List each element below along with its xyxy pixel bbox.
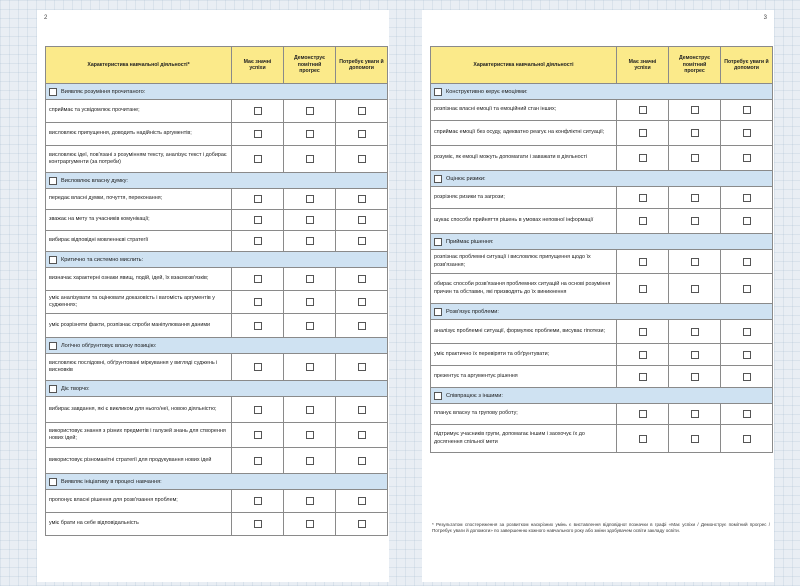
checkbox-needs-help[interactable] [358,130,366,138]
cell-significant-success [617,404,669,425]
section-checkbox[interactable] [49,256,57,264]
checkbox-significant-success[interactable] [254,363,262,371]
criterion-text: використовує знання з різних предметів і галузей знань для створення нових ідей; [46,423,232,448]
cell-noticeable-progress [669,344,721,366]
checkbox-needs-help[interactable] [358,520,366,528]
criterion-text: зважає на мету та учасників комунікації; [46,210,232,231]
checkbox-significant-success[interactable] [254,298,262,306]
footnote: * Результатом спостереження за розвитком наскрізних умінь є виставлення відповідної позначки в графі «Має успіхи / Демонструє помітний прогрес / Потребує уваги й допомоги» по завершенню кожного навчального року або зміни здобувачем освіти закладу освіти. [432,522,770,534]
criterion-text: пропонує власні рішення для розв'язання проблем; [46,490,232,513]
checkbox-significant-success[interactable] [254,457,262,465]
table-row [46,189,388,210]
cell-noticeable-progress [669,320,721,344]
table-row [431,425,773,453]
checkbox-noticeable-progress[interactable] [691,410,699,418]
table-row [431,366,773,388]
section-title: Виявляє розуміння прочитаного: [61,88,146,95]
table-row [46,314,388,338]
section-title: Висловлює власну думку: [61,177,128,184]
criterion-text: розуміє, як емоції можуть допомагати і заважати в діяльності [431,146,617,171]
checkbox-significant-success[interactable] [639,285,647,293]
cell-significant-success [232,513,284,536]
cell-significant-success [232,210,284,231]
column-header-needs-help: Потребує уваги й допомоги [336,47,388,84]
criterion-text: уміє аналізувати та оцінювати доказовість і вагомість аргументів у судженнях; [46,291,232,314]
checkbox-significant-success[interactable] [254,155,262,163]
criterion-text: використовує різноманітні стратегії для продукування нових ідей [46,448,232,474]
criterion-text: визначає характерні ознаки явищ, подій, ідей, їх взаємозв'язків; [46,268,232,291]
checkbox-noticeable-progress[interactable] [306,406,314,414]
cell-needs-help [721,100,773,121]
checkbox-needs-help[interactable] [743,435,751,443]
checkbox-significant-success[interactable] [254,275,262,283]
checkbox-needs-help[interactable] [358,195,366,203]
section-row [46,474,388,490]
table-row [431,121,773,146]
criterion-text: презентує та аргументує рішення [431,366,617,388]
section-title: Співпрацює з іншими: [446,392,503,399]
cell-needs-help [721,404,773,425]
checkbox-significant-success[interactable] [254,195,262,203]
cell-significant-success [617,344,669,366]
cell-noticeable-progress [284,397,336,423]
cell-significant-success [617,320,669,344]
checkbox-significant-success[interactable] [639,217,647,225]
checkbox-significant-success[interactable] [254,520,262,528]
checkbox-noticeable-progress[interactable] [306,237,314,245]
criterion-text: висловлює ідеї, пов'язані з розумінням тексту, аналізує текст і добирає контраргументи (за потреби) [46,146,232,173]
table-row [46,513,388,536]
cell-noticeable-progress [669,146,721,171]
cell-significant-success [232,490,284,513]
cell-needs-help [336,490,388,513]
checkbox-noticeable-progress[interactable] [691,154,699,162]
checkbox-noticeable-progress[interactable] [306,322,314,330]
cell-needs-help [336,123,388,146]
cell-needs-help [336,291,388,314]
checkbox-noticeable-progress[interactable] [691,435,699,443]
checkbox-significant-success[interactable] [639,154,647,162]
table-row [46,268,388,291]
checkbox-needs-help[interactable] [743,285,751,293]
table-row [431,404,773,425]
criterion-text: уміє розрізняти факти, розпізнає спроби маніпулювання даними [46,314,232,338]
section-row [431,388,773,404]
table-row [46,100,388,123]
checkbox-significant-success[interactable] [639,435,647,443]
criterion-text: аналізує проблемні ситуації, формулює проблеми, висуває гіпотези; [431,320,617,344]
section-title: Діє творчо: [61,385,90,392]
criterion-text: планує власну та групову роботу; [431,404,617,425]
cell-noticeable-progress [669,187,721,209]
section-checkbox[interactable] [434,238,442,246]
left-page [37,10,389,582]
table-row [46,448,388,474]
criterion-text: передає власні думки, почуття, переконання; [46,189,232,210]
table-row [46,231,388,252]
checkbox-noticeable-progress[interactable] [306,195,314,203]
criterion-text: уміє брати на себе відповідальність [46,513,232,536]
criterion-text: вибирає відповідні мовленнєві стратегії [46,231,232,252]
cell-noticeable-progress [284,268,336,291]
checkbox-noticeable-progress[interactable] [306,298,314,306]
checkbox-needs-help[interactable] [743,258,751,266]
criterion-text: розпізнає проблемні ситуації і висловлює припущення щодо їх розв'язання; [431,250,617,274]
cell-noticeable-progress [284,291,336,314]
cell-noticeable-progress [284,123,336,146]
cell-significant-success [617,250,669,274]
cell-noticeable-progress [284,210,336,231]
criterion-text: розпізнає власні емоції та емоційний стан інших; [431,100,617,121]
checkbox-noticeable-progress[interactable] [306,130,314,138]
checkbox-significant-success[interactable] [639,129,647,137]
criterion-text: вибирає завдання, які є викликом для нього/неї, новою діяльністю; [46,397,232,423]
cell-needs-help [721,425,773,453]
cell-significant-success [617,121,669,146]
cell-significant-success [617,146,669,171]
table-row [46,210,388,231]
column-header-characteristic: Характеристика навчальної діяльності* [46,47,232,84]
cell-needs-help [336,513,388,536]
cell-needs-help [336,354,388,381]
section-row [46,338,388,354]
section-checkbox[interactable] [49,478,57,486]
cell-noticeable-progress [284,146,336,173]
checkbox-significant-success[interactable] [254,216,262,224]
table-row [431,250,773,274]
checkbox-needs-help[interactable] [358,406,366,414]
checkbox-significant-success[interactable] [639,351,647,359]
section-checkbox[interactable] [49,385,57,393]
cell-significant-success [232,123,284,146]
checkbox-noticeable-progress[interactable] [306,216,314,224]
column-header-significant-success: Має значні успіхи [232,47,284,84]
cell-noticeable-progress [669,366,721,388]
checkbox-needs-help[interactable] [743,154,751,162]
criterion-text: сприймає емоції без осуду, адекватно реагує на конфліктні ситуації; [431,121,617,146]
checkbox-needs-help[interactable] [358,322,366,330]
cell-significant-success [232,291,284,314]
table-header-row [46,47,388,84]
table-row [431,187,773,209]
cell-significant-success [232,146,284,173]
checkbox-needs-help[interactable] [358,107,366,115]
column-header-significant-success: Має значні успіхи [617,47,669,84]
section-checkbox[interactable] [49,177,57,185]
cell-noticeable-progress [284,513,336,536]
cell-significant-success [232,100,284,123]
page-number: 2 [44,15,48,21]
checkbox-needs-help[interactable] [743,217,751,225]
cell-noticeable-progress [284,231,336,252]
checkbox-significant-success[interactable] [639,373,647,381]
checkbox-noticeable-progress[interactable] [691,328,699,336]
cell-needs-help [336,423,388,448]
cell-needs-help [721,250,773,274]
cell-needs-help [336,397,388,423]
right-page [422,10,774,582]
checkbox-noticeable-progress[interactable] [306,107,314,115]
cell-noticeable-progress [284,189,336,210]
checkbox-significant-success[interactable] [254,130,262,138]
section-title: Розв'язує проблеми: [446,308,499,315]
checkbox-noticeable-progress[interactable] [691,194,699,202]
checkbox-significant-success[interactable] [639,258,647,266]
checkbox-significant-success[interactable] [639,106,647,114]
criterion-text: обирає способи розв'язання проблемних ситуацій на основі розуміння причин та обставин, які призводять до їх виникнення [431,274,617,304]
checkbox-significant-success[interactable] [639,410,647,418]
column-header-noticeable-progress: Демонструє помітний прогрес [669,47,721,84]
cell-needs-help [721,209,773,234]
section-row [431,304,773,320]
cell-significant-success [617,366,669,388]
checkbox-noticeable-progress[interactable] [306,497,314,505]
checkbox-needs-help[interactable] [743,373,751,381]
cell-noticeable-progress [284,100,336,123]
checkbox-needs-help[interactable] [743,410,751,418]
table-row [431,320,773,344]
cell-noticeable-progress [669,274,721,304]
cell-needs-help [336,146,388,173]
cell-noticeable-progress [284,448,336,474]
table-row [46,397,388,423]
cell-significant-success [617,274,669,304]
checkbox-needs-help[interactable] [358,363,366,371]
cell-significant-success [232,231,284,252]
cell-significant-success [232,189,284,210]
checkbox-needs-help[interactable] [358,216,366,224]
checkbox-noticeable-progress[interactable] [306,155,314,163]
cell-noticeable-progress [669,425,721,453]
checkbox-significant-success[interactable] [639,194,647,202]
checkbox-noticeable-progress[interactable] [691,351,699,359]
criterion-text: висловлює послідовні, обґрунтовані міркування у вигляді суджень і висновків [46,354,232,381]
cell-needs-help [721,320,773,344]
cell-needs-help [336,314,388,338]
checkbox-noticeable-progress[interactable] [691,258,699,266]
section-title: Виявляє ініціативу в процесі навчання: [61,478,162,485]
checkbox-significant-success[interactable] [254,497,262,505]
cell-noticeable-progress [669,121,721,146]
cell-significant-success [232,354,284,381]
checkbox-significant-success[interactable] [639,328,647,336]
criterion-text: уміє практично їх перевіряти та обґрунтувати; [431,344,617,366]
checkbox-significant-success[interactable] [254,237,262,245]
section-title: Оцінює ризики: [446,175,486,182]
section-checkbox[interactable] [434,88,442,96]
checkbox-noticeable-progress[interactable] [306,520,314,528]
cell-significant-success [617,209,669,234]
table-row [46,423,388,448]
section-checkbox[interactable] [434,308,442,316]
cell-noticeable-progress [284,354,336,381]
section-title: Приймає рішення: [446,238,494,245]
cell-noticeable-progress [669,100,721,121]
checkbox-significant-success[interactable] [254,107,262,115]
cell-needs-help [336,100,388,123]
cell-noticeable-progress [669,250,721,274]
section-row [46,252,388,268]
checkbox-needs-help[interactable] [743,328,751,336]
checkbox-needs-help[interactable] [743,351,751,359]
table-row [46,291,388,314]
section-row [46,84,388,100]
cell-needs-help [336,231,388,252]
table-row [431,100,773,121]
column-header-noticeable-progress: Демонструє помітний прогрес [284,47,336,84]
section-title: Логічно обґрунтовує власну позицію: [61,342,157,349]
table-row [46,146,388,173]
checkbox-needs-help[interactable] [358,155,366,163]
checkbox-significant-success[interactable] [254,431,262,439]
table-row [46,354,388,381]
cell-significant-success [232,314,284,338]
checkbox-significant-success[interactable] [254,322,262,330]
section-row [46,381,388,397]
checkbox-needs-help[interactable] [358,275,366,283]
criterion-text: шукає способи прийняття рішень в умовах неповної інформації [431,209,617,234]
checkbox-noticeable-progress[interactable] [306,275,314,283]
cell-needs-help [721,121,773,146]
cell-needs-help [336,189,388,210]
section-checkbox[interactable] [49,342,57,350]
table-row [46,490,388,513]
cell-needs-help [721,366,773,388]
table-row [431,146,773,171]
checkbox-noticeable-progress[interactable] [306,363,314,371]
cell-needs-help [721,344,773,366]
checkbox-noticeable-progress[interactable] [306,431,314,439]
cell-significant-success [232,448,284,474]
section-checkbox[interactable] [434,392,442,400]
cell-significant-success [617,100,669,121]
section-checkbox[interactable] [434,175,442,183]
checkbox-needs-help[interactable] [358,237,366,245]
page-number: 3 [763,15,767,21]
cell-needs-help [336,448,388,474]
column-header-characteristic: Характеристика навчальної діяльності [431,47,617,84]
cell-noticeable-progress [284,423,336,448]
checkbox-noticeable-progress[interactable] [306,457,314,465]
section-row [46,173,388,189]
section-title: Критично та системно мислить: [61,256,144,263]
table-row [431,209,773,234]
section-row [431,171,773,187]
checkbox-significant-success[interactable] [254,406,262,414]
cell-significant-success [232,268,284,291]
cell-needs-help [721,187,773,209]
checkbox-needs-help[interactable] [358,497,366,505]
criterion-text: висловлює припущення, доводить надійність аргументів; [46,123,232,146]
checkbox-noticeable-progress[interactable] [691,106,699,114]
checkbox-noticeable-progress[interactable] [691,373,699,381]
checkbox-needs-help[interactable] [358,431,366,439]
checkbox-needs-help[interactable] [358,457,366,465]
cell-significant-success [232,397,284,423]
cell-noticeable-progress [284,490,336,513]
cell-needs-help [336,210,388,231]
checkbox-needs-help[interactable] [743,129,751,137]
table-header-row [431,47,773,84]
section-checkbox[interactable] [49,88,57,96]
table-row [431,274,773,304]
cell-noticeable-progress [669,404,721,425]
cell-noticeable-progress [284,314,336,338]
cell-needs-help [721,146,773,171]
cell-significant-success [617,425,669,453]
table-row [46,123,388,146]
checkbox-needs-help[interactable] [743,106,751,114]
cell-significant-success [232,423,284,448]
table-row [431,344,773,366]
checkbox-needs-help[interactable] [358,298,366,306]
cell-significant-success [617,187,669,209]
cell-needs-help [721,274,773,304]
cell-needs-help [336,268,388,291]
section-title: Конструктивно керує емоціями: [446,88,528,95]
section-row [431,234,773,250]
assessment-table [45,46,388,536]
column-header-needs-help: Потребує уваги й допомоги [721,47,773,84]
checkbox-noticeable-progress[interactable] [691,129,699,137]
checkbox-noticeable-progress[interactable] [691,285,699,293]
cell-noticeable-progress [669,209,721,234]
criterion-text: сприймає та усвідомлює прочитане; [46,100,232,123]
checkbox-needs-help[interactable] [743,194,751,202]
criterion-text: підтримує учасників групи, допомагає іншим і заохочує їх до досягнення спільної мети [431,425,617,453]
assessment-table [430,46,773,453]
criterion-text: розрізняє ризики та загрози; [431,187,617,209]
section-row [431,84,773,100]
checkbox-noticeable-progress[interactable] [691,217,699,225]
